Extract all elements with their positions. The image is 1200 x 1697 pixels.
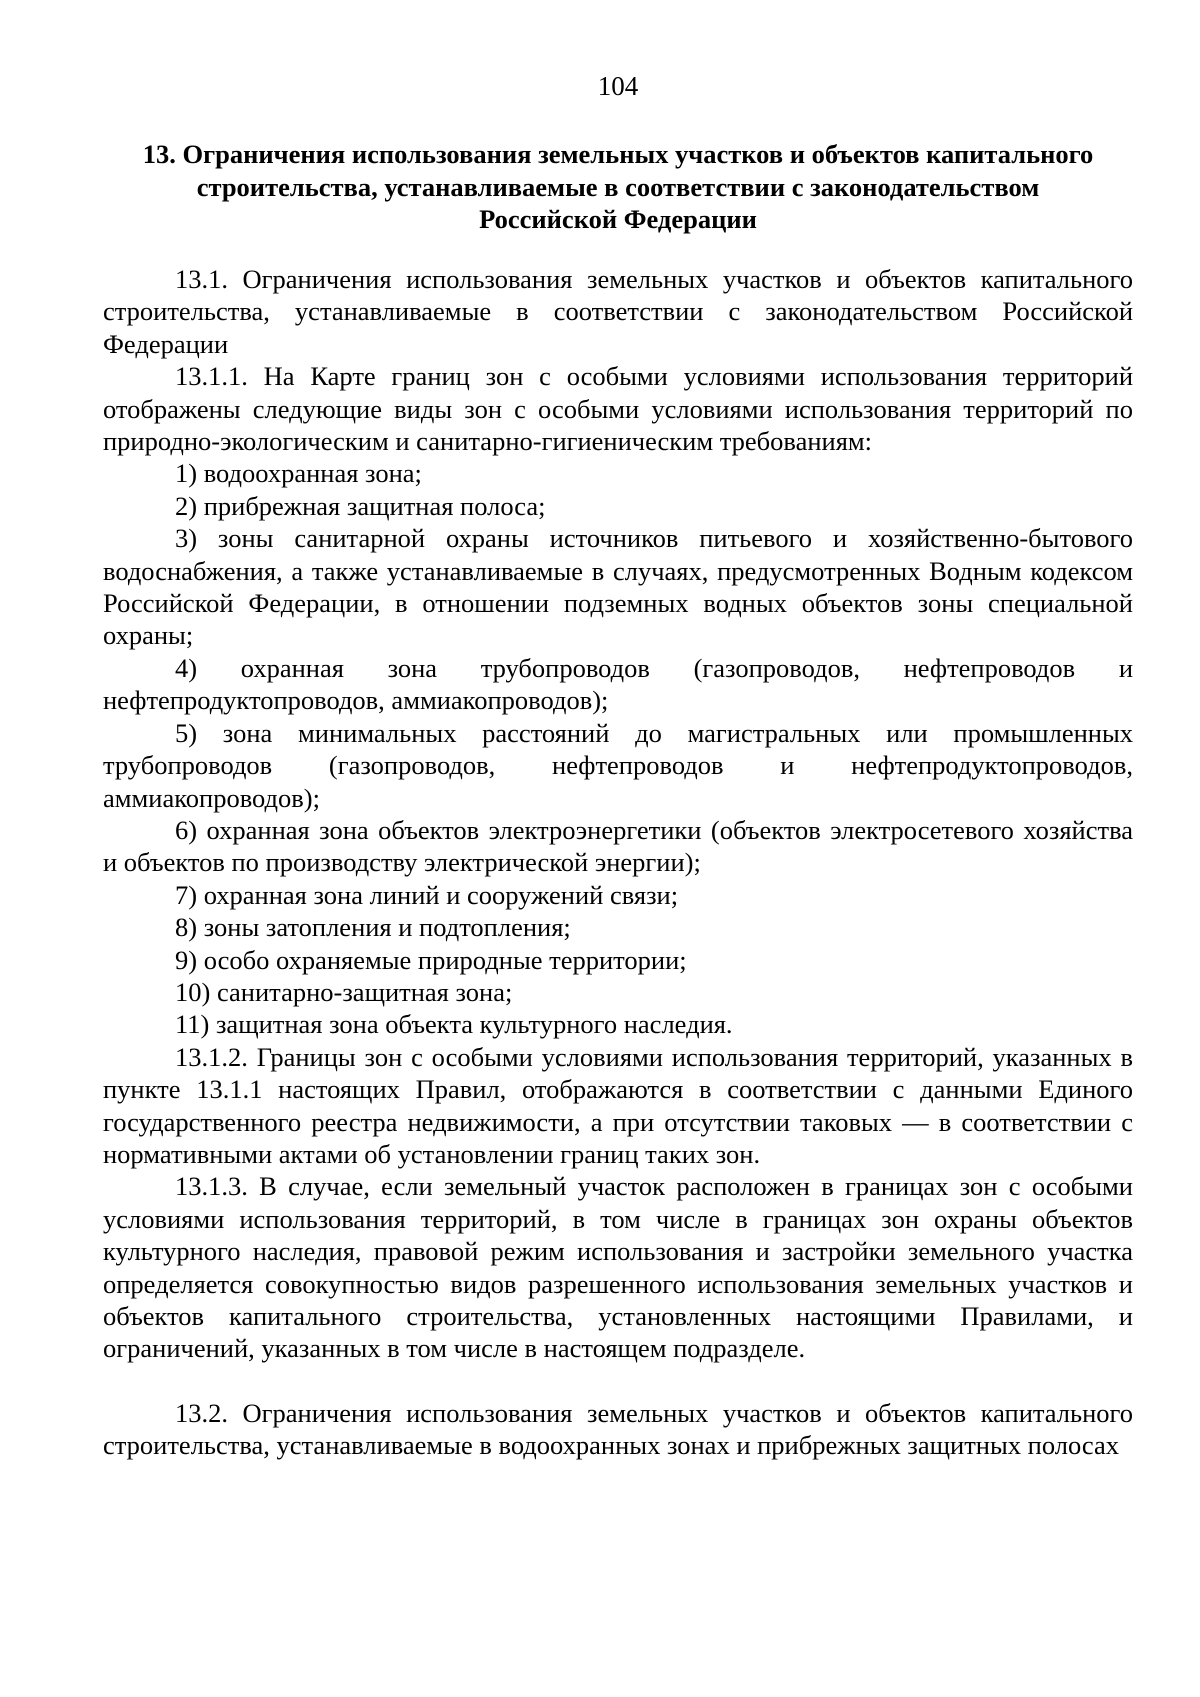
list-item: 11) защитная зона объекта культурного наследия. xyxy=(175,1009,733,1040)
list-item: 7) охранная зона линий и сооружений связи; xyxy=(175,879,679,910)
list-item: 2) прибрежная защитная полоса; xyxy=(175,490,546,521)
clause-13-1-2: 13.1.2. Границы зон с особыми условиями использования территорий, указанных в пункте 13.1.1 настоящих Правил, отображаются в соответствии с данными Единого государственного реестра недвижимости, а при отсутствии таковых — в соответствии с нормативными актами об установлении границ таких зон. xyxy=(103,1041,1133,1169)
page-number: 104 xyxy=(597,71,639,101)
subsection-heading-13-2: 13.2. Ограничения использования земельных участков и объектов капитального строительства, устанавливаемые в водоохранных зонах и прибрежных защитных полосах xyxy=(103,1397,1133,1461)
list-item: 1) водоохранная зона; xyxy=(175,458,422,489)
section-title-line: строительства, устанавливаемые в соответствии с законодательством xyxy=(196,171,1040,202)
list-item: 3) зоны санитарной охраны источников питьевого и хозяйственно-бытового водоснабжения, а также устанавливаемые в случаях, предусмотренных Водным кодексом Российской Федерации, в отношении подземных водных объектов зоны специальной охраны; xyxy=(103,523,1133,651)
clause-13-1-1: 13.1.1. На Карте границ зон с особыми условиями использования территорий отображены следующие виды зон с особыми условиями использования территорий по природно-экологическим и санитарно-гигиеническим требованиям: xyxy=(103,361,1133,457)
clause-13-1-3: 13.1.3. В случае, если земельный участок расположен в границах зон с особыми условиями использования территорий, в том числе в границах зон охраны объектов культурного наследия, правовой режим использования и застройки земельного участка определяется совокупностью видов разрешенного использования земельных участков и объектов капитального строительства, установленных настоящими Правилами, и ограничений, указанных в том числе в настоящем подразделе. xyxy=(103,1171,1133,1364)
list-item: 5) зона минимальных расстояний до магистральных или промышленных трубопроводов (газопроводов, нефтепроводов и нефтепродуктопроводов, аммиакопроводов); xyxy=(103,717,1133,813)
section-title-line: Российской Федерации xyxy=(479,204,757,234)
list-item: 9) особо охраняемые природные территории; xyxy=(175,944,687,975)
section-title-line: 13. Ограничения использования земельных участков и объектов капитального xyxy=(142,139,1094,169)
list-item: 10) санитарно-защитная зона; xyxy=(175,976,513,1007)
list-item: 4) охранная зона трубопроводов (газопроводов, нефтепроводов и нефтепродуктопроводов, аммиакопроводов); xyxy=(103,652,1133,716)
list-item: 6) охранная зона объектов электроэнергетики (объектов электросетевого хозяйства и объектов по производству электрической энергии); xyxy=(103,814,1133,878)
section-title xyxy=(103,138,1133,236)
list-item: 8) зоны затопления и подтопления; xyxy=(175,912,571,943)
document-body xyxy=(103,263,1133,1462)
subsection-heading-13-1: 13.1. Ограничения использования земельных участков и объектов капитального строительства, устанавливаемые в соответствии с законодательством Российской Федерации xyxy=(103,264,1133,359)
